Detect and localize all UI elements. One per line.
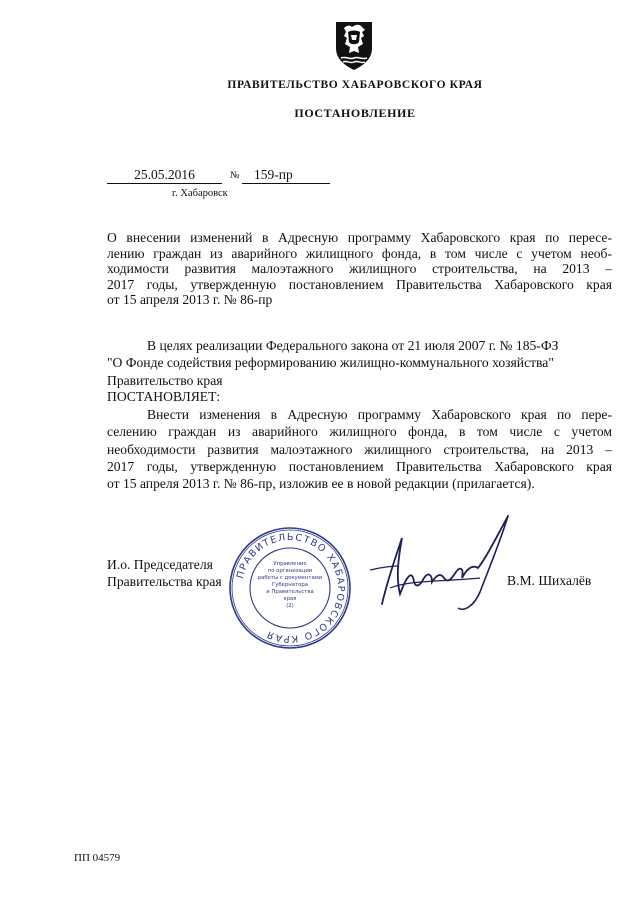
official-stamp — [227, 525, 353, 651]
stamp-ring-text: ПРАВИТЕЛЬСТВО ХАБАРОВСКОГО КРАЯ — [234, 531, 347, 645]
resolution-line: селению граждан из аварийного жилищного фонда, в том числе с учетом — [107, 424, 612, 440]
number-sign: № — [230, 170, 240, 181]
subject-line: ходимости развития малоэтажного жилищного строительства, на 2013 – — [107, 261, 612, 276]
stamp-inner-line: (2) — [286, 603, 294, 609]
stamp-inner-line: Управление — [273, 561, 307, 567]
document-date: 25.05.2016 — [107, 166, 222, 184]
khabarovsk-coat-of-arms-icon — [332, 18, 376, 72]
resolution-line: Внести изменения в Адресную программу Хабаровского края по пере- — [147, 407, 612, 422]
stamp-inner-line: Губернатора — [272, 582, 308, 588]
subject-line: О внесении изменений в Адресную программу Хабаровского края по пересе- — [107, 230, 612, 245]
document-number: 159-пр — [242, 166, 330, 184]
stamp-inner-line: края — [283, 596, 297, 602]
document-city: г. Хабаровск — [172, 188, 228, 199]
resolves-heading: ПОСТАНОВЛЯЕТ: — [107, 389, 221, 404]
position-line: Правительства края — [107, 574, 222, 589]
document-type: ПОСТАНОВЛЕНИЕ — [294, 106, 416, 120]
resolution-paragraph — [107, 406, 612, 492]
government-title: ПРАВИТЕЛЬСТВО ХАБАРОВСКОГО КРАЯ — [227, 79, 483, 91]
resolution-line: 2017 годы, утвержденную постановлением Правительства Хабаровского края — [107, 458, 612, 474]
resolution-line: необходимости развития малоэтажного жилищного строительства, на 2013 – — [107, 441, 612, 457]
signatory-name: В.М. Шихалёв — [507, 573, 592, 588]
preamble-line: "О Фонде содействия реформированию жилищно-коммунального хозяйства" — [107, 355, 554, 371]
subject-line: от 15 апреля 2013 г. № 86-пр — [107, 292, 273, 307]
preamble-paragraph — [107, 337, 612, 389]
handwritten-signature — [340, 508, 530, 618]
signatory-position — [107, 556, 222, 590]
document-code: ПП 04579 — [74, 852, 121, 864]
subject-line: лению граждан из аварийного жилищного фонда, в том числе с учетом необ- — [107, 245, 612, 261]
preamble-line: В целях реализации Федерального закона от 21 июля 2007 г. № 185-ФЗ — [147, 338, 559, 353]
subject-line: 2017 годы, утвержденную постановлением Правительства Хабаровского края — [107, 276, 612, 292]
preamble-line: Правительство края — [107, 372, 223, 388]
stamp-inner-line: работы с документами — [257, 575, 323, 581]
stamp-inner-line: по организации — [267, 568, 313, 574]
resolution-line: от 15 апреля 2013 г. № 86-пр, изложив ее в новой редакции (прилагается). — [107, 476, 535, 492]
stamp-inner-line: и Правительства — [266, 589, 314, 595]
position-line: И.о. Председателя — [107, 557, 213, 572]
document-subject — [107, 230, 612, 308]
